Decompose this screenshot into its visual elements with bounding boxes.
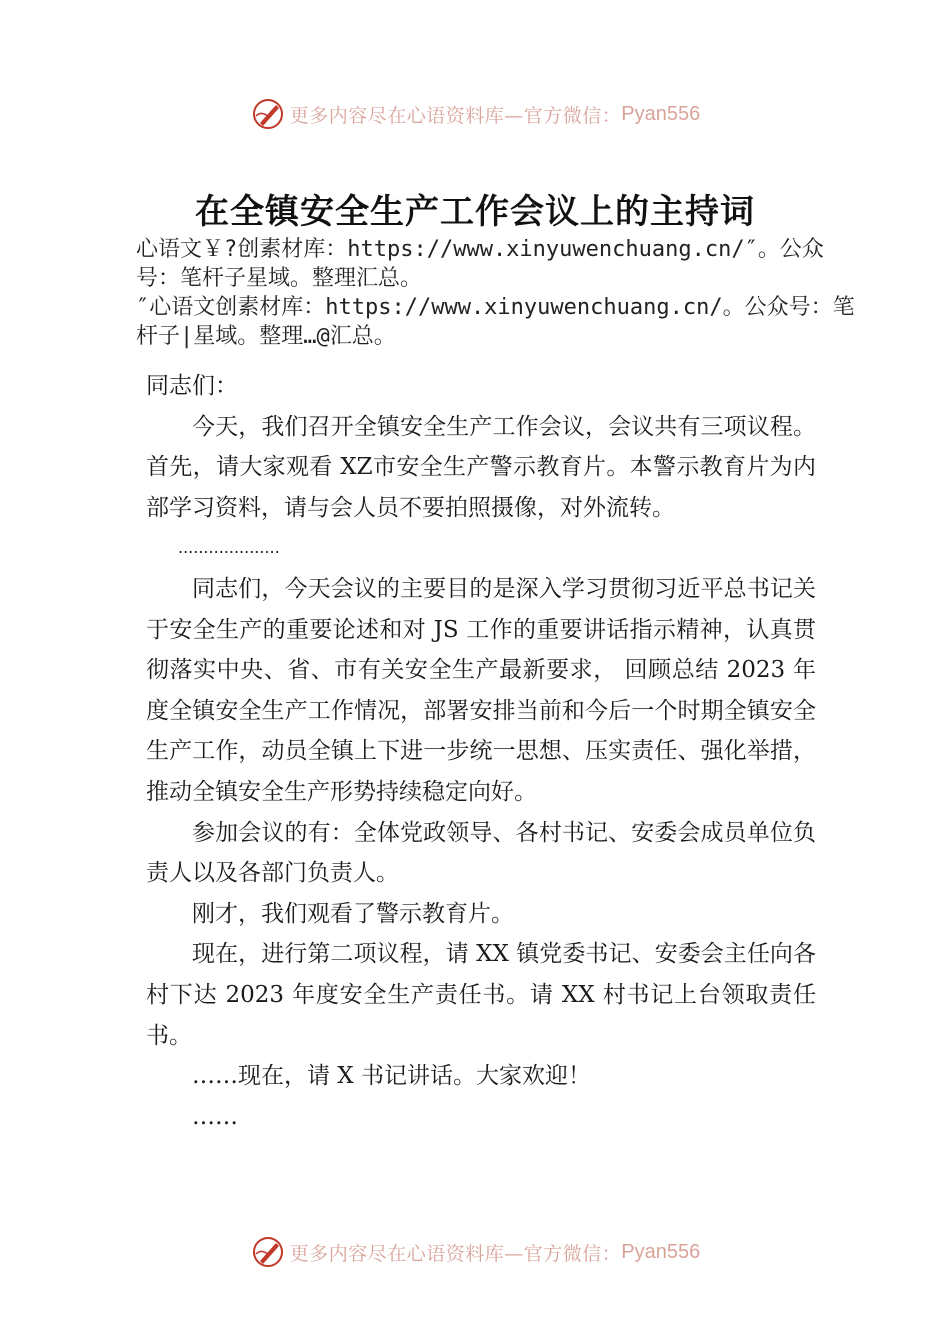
banner-text: 更多内容尽在心语资料库—官方微信： <box>289 104 622 127</box>
paragraph: ……现在，请 X 书记讲话。大家欢迎！ <box>192 1063 591 1090</box>
banner-wechat-id: Pyan556 <box>621 1240 701 1263</box>
paragraph: 刚才，我们观看了警示教育片。 <box>192 900 514 927</box>
banner-wechat-id: Pyan556 <box>621 102 701 125</box>
paragraph: 参加会议的有：全体党政领导、各村书记、安委会成员单位负责人以及各部门负责人。 <box>146 819 816 887</box>
document-body <box>146 366 816 1137</box>
pen-logo-icon <box>250 96 286 132</box>
banner-text: 更多内容尽在心语资料库—官方微信： <box>289 1242 622 1265</box>
salutation: 同志们： <box>146 373 238 399</box>
header-banner <box>0 94 950 134</box>
paragraph: 同志们，今天会议的主要目的是深入学习贯彻习近平总书记关于安全生产的重要论述和对 JS 工作的重要讲话指示精神，认真贯彻落实中央、省、市有关安全生产最新要求， 回顾总结 2023 年度全镇安全生产工作情况，部署安排当前和今后一个时期全镇安全生产工作，动员全镇上下进一步统一思想、压实责任、强化举措，推动全镇安全生产形势持续稳定向好。 <box>146 575 816 805</box>
paragraph: 现在，进行第二项议程，请 XX 镇党委书记、安委会主任向各村下达 2023 年度安全生产责任书。请 XX 村书记上台领取责任书。 <box>146 941 816 1049</box>
document-title: 在全镇安全生产工作会议上的主持词 <box>195 192 755 232</box>
paragraph: 今天，我们召开全镇安全生产工作会议，会议共有三项议程。首先，请大家观看 XZ市安全生产警示教育片。本警示教育片为内部学习资料，请与会人员不要拍照摄像，对外流转。 <box>146 413 816 521</box>
ellipsis-divider: .................... <box>178 538 280 558</box>
paragraph: …… <box>192 1103 238 1130</box>
footer-banner <box>0 1232 950 1272</box>
watermark-line: ″心语文创素材库：https://www.xinyuwenchuang.cn/。公众号：笔杆子|星域。整理…@汇总。 <box>136 295 855 349</box>
watermark-line: 心语文￥?创素材库：https://www.xinyuwenchuang.cn/″。公众号：笔杆子星域。整理汇总。 <box>136 237 824 291</box>
pen-logo-icon <box>250 1234 286 1270</box>
